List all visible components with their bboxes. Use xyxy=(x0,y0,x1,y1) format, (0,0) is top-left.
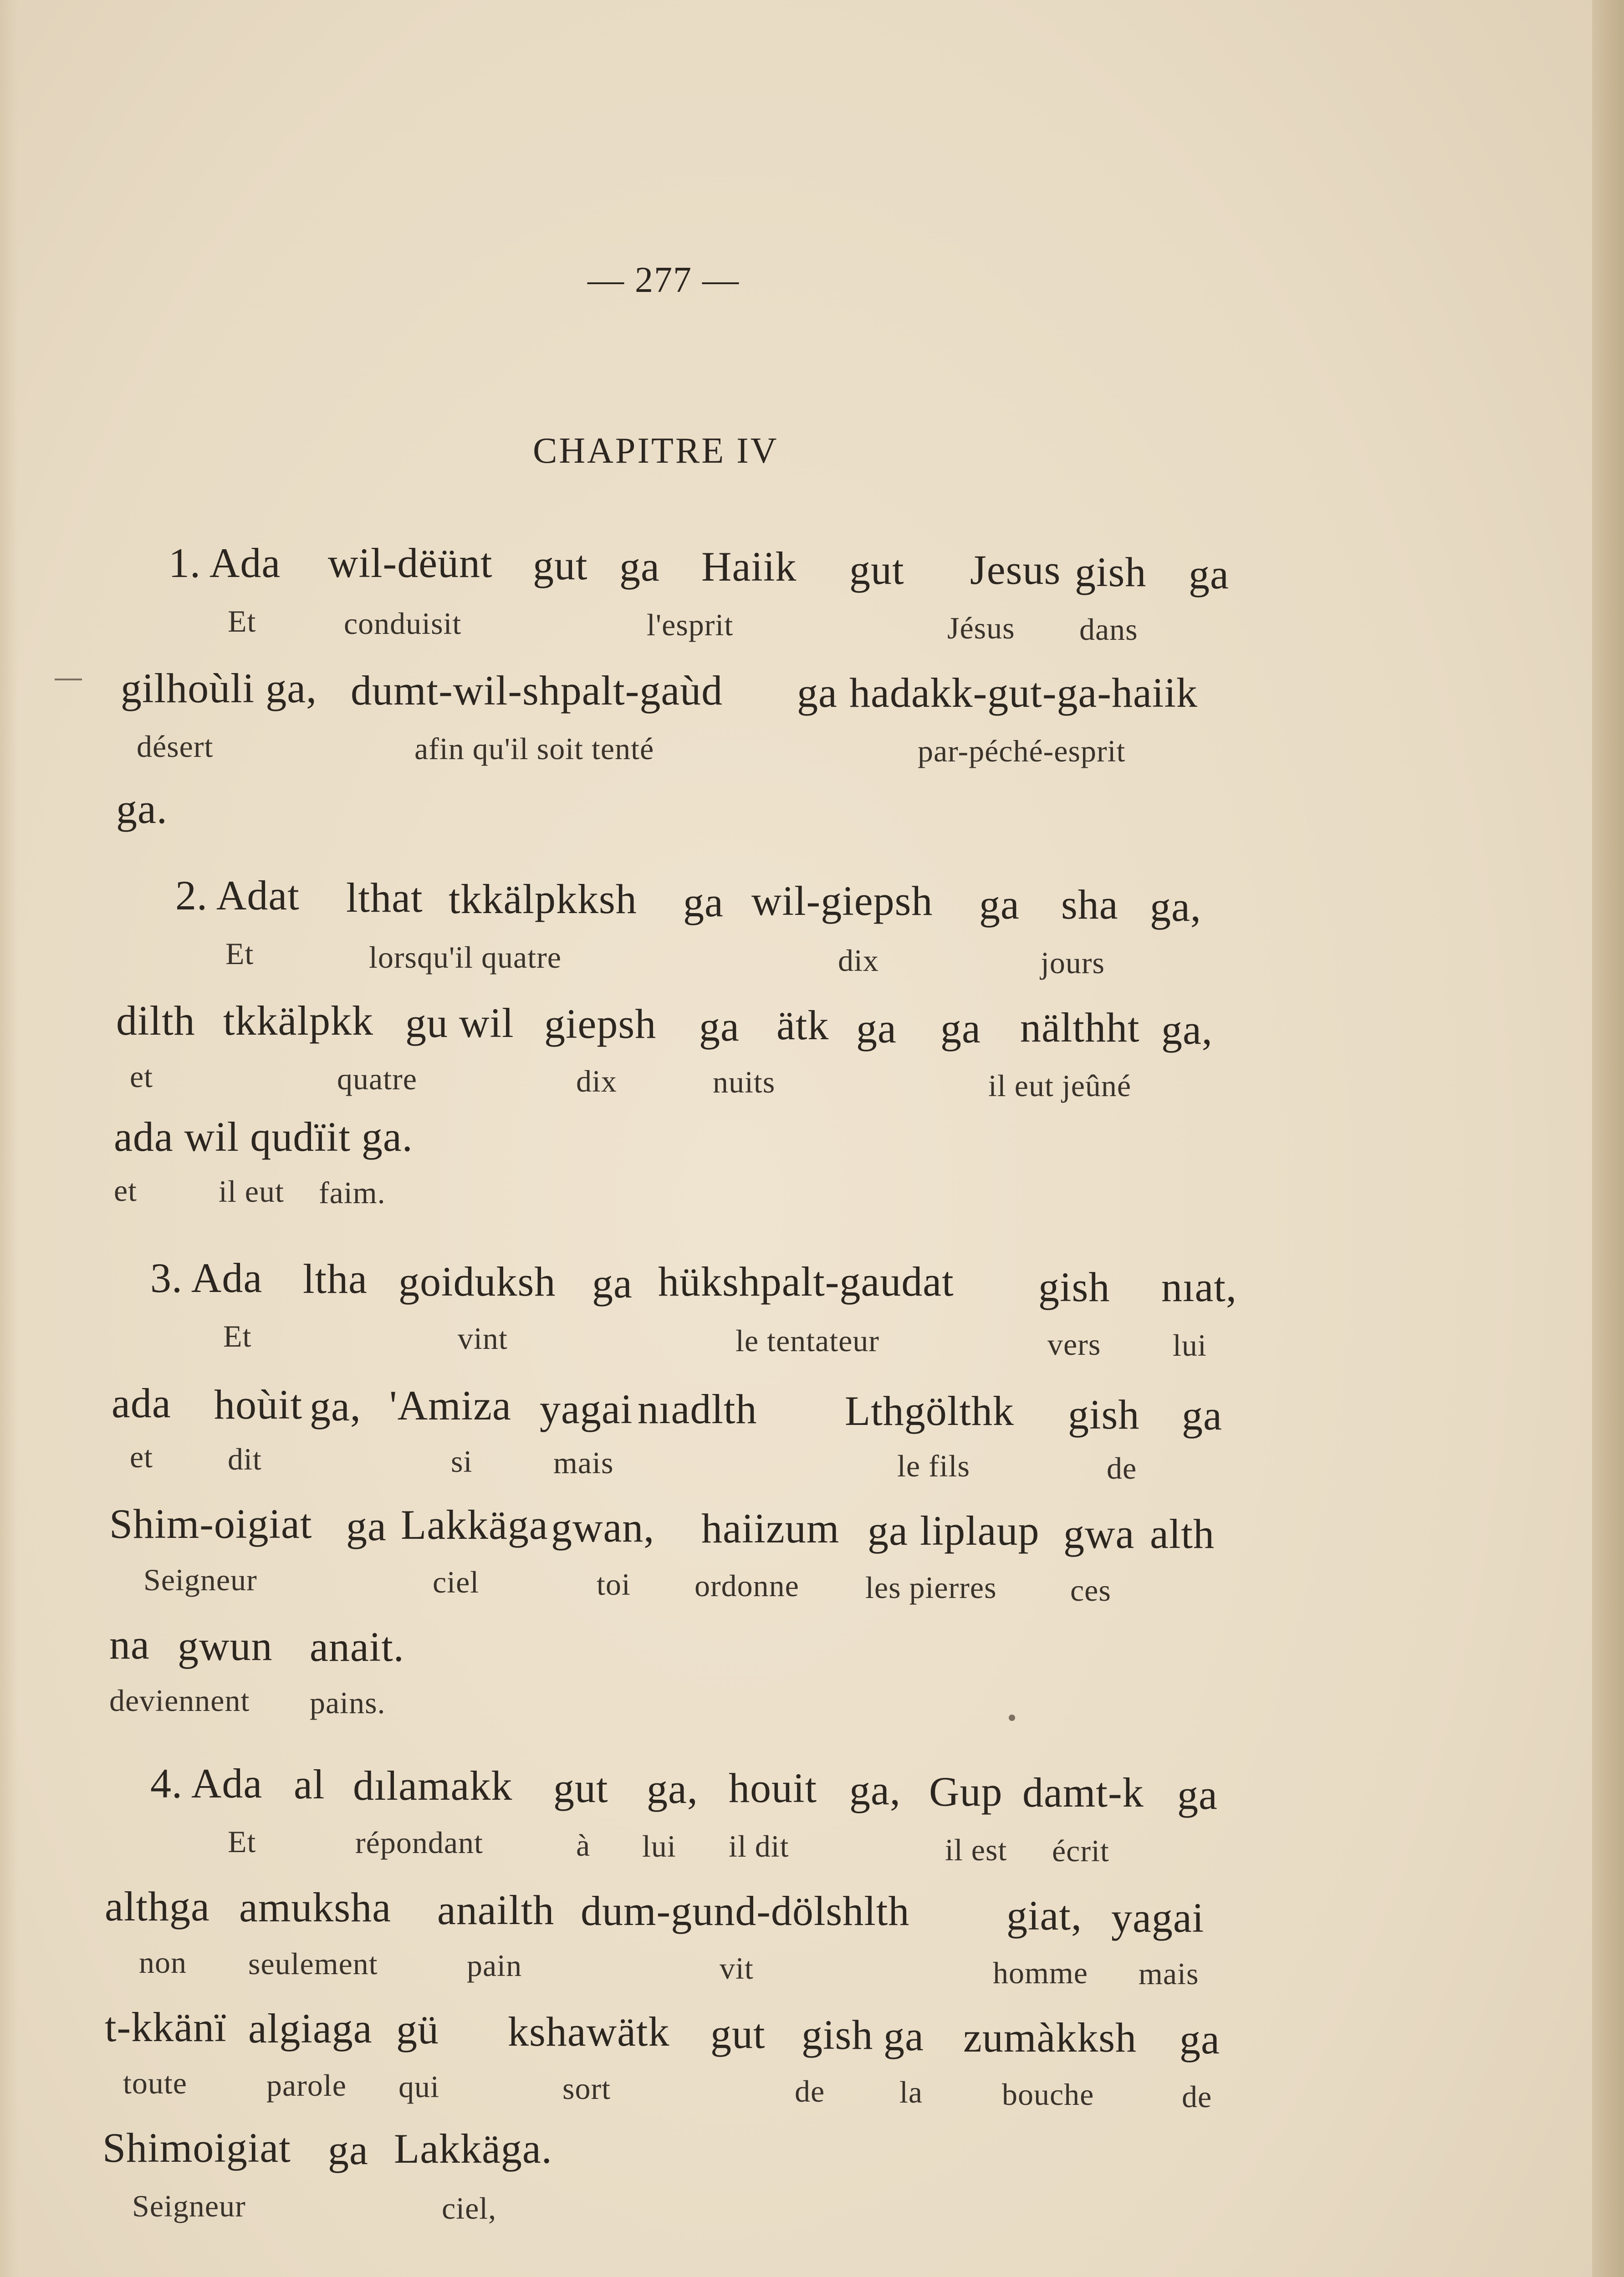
native-word: Haiik xyxy=(701,543,797,590)
french-gloss: et xyxy=(130,1059,153,1094)
french-gloss: il eut jeûné xyxy=(988,1068,1132,1103)
french-gloss: écrit xyxy=(1052,1833,1109,1868)
native-word: Lakkäga. xyxy=(394,2125,552,2172)
native-word: Shimoigiat xyxy=(102,2124,291,2171)
french-gloss: qui xyxy=(398,2069,439,2104)
french-gloss: ordonne xyxy=(695,1568,799,1603)
french-gloss: nuits xyxy=(713,1065,776,1099)
french-gloss: de xyxy=(1107,1451,1137,1486)
native-word: Lakkäga xyxy=(401,1501,548,1548)
native-word: wil-giepsh xyxy=(751,878,933,924)
french-gloss: homme xyxy=(993,1955,1088,1990)
french-gloss: la xyxy=(899,2075,923,2109)
native-word: hükshpalt-gaudat xyxy=(658,1258,954,1305)
french-gloss: vint xyxy=(458,1321,508,1356)
native-word: ga xyxy=(868,1507,908,1554)
native-word: anailth xyxy=(437,1887,555,1933)
french-gloss: quatre xyxy=(337,1062,417,1096)
native-word: houit xyxy=(729,1765,817,1811)
french-gloss: dans xyxy=(1079,612,1138,647)
french-gloss: répondant xyxy=(355,1825,483,1860)
native-word: t-kkänï xyxy=(105,2004,227,2050)
native-word: ga xyxy=(699,1003,740,1050)
native-word: ada xyxy=(112,1380,171,1426)
native-word: yagai xyxy=(1111,1894,1205,1941)
french-gloss: non xyxy=(139,1945,187,1980)
native-word: ga xyxy=(1182,1392,1222,1439)
french-gloss: jours xyxy=(1041,945,1105,980)
french-gloss: seulement xyxy=(248,1946,378,1981)
native-word: ga, xyxy=(310,1383,361,1430)
native-word: ga xyxy=(1180,2016,1220,2063)
native-word: ga xyxy=(619,543,660,590)
page-number: — 277 — xyxy=(587,260,740,300)
french-gloss: ciel, xyxy=(442,2191,497,2226)
french-gloss: lui xyxy=(642,1829,676,1863)
french-gloss: parole xyxy=(266,2068,347,2103)
french-gloss: afin qu'il soit tenté xyxy=(414,731,654,766)
margin-mark xyxy=(55,679,82,680)
french-gloss: deviennent xyxy=(109,1683,250,1718)
french-gloss: Et xyxy=(228,1824,256,1859)
french-gloss: il est xyxy=(945,1833,1007,1867)
native-word: ga xyxy=(856,1005,897,1052)
ink-spot xyxy=(1009,1715,1015,1721)
native-word: lthat xyxy=(346,874,423,921)
french-gloss: désert xyxy=(137,729,214,764)
native-word: yagai xyxy=(540,1386,633,1432)
native-word: gwa xyxy=(1063,1511,1135,1557)
native-word: dumt-wil-shpalt-gaùd xyxy=(351,667,723,714)
native-word: gut xyxy=(710,2011,766,2057)
french-gloss: faim. xyxy=(319,1175,386,1210)
native-word: gish xyxy=(1068,1391,1140,1438)
native-word: gu wil xyxy=(405,1000,514,1046)
french-gloss: de xyxy=(795,2074,825,2109)
native-word: ätk xyxy=(776,1002,829,1048)
native-word: Gup xyxy=(929,1768,1003,1815)
french-gloss: mais xyxy=(553,1445,614,1480)
native-word: kshawätk xyxy=(508,2008,670,2055)
french-gloss: sort xyxy=(562,2071,611,2106)
native-word: anait. xyxy=(310,1624,404,1670)
native-word: algiaga xyxy=(248,2005,373,2052)
french-gloss: toute xyxy=(123,2066,187,2100)
native-word: goiduksh xyxy=(398,1258,556,1305)
native-word: gut xyxy=(533,542,588,588)
native-word: 3. Ada xyxy=(150,1255,263,1301)
native-word: sha xyxy=(1061,881,1118,928)
native-word: 1. Ada xyxy=(169,540,281,586)
french-gloss: Seigneur xyxy=(143,1562,257,1597)
french-gloss: dix xyxy=(838,943,879,978)
french-gloss: bouche xyxy=(1002,2077,1094,2112)
native-word: ga, xyxy=(849,1767,901,1813)
native-word: ga xyxy=(346,1503,387,1549)
french-gloss: vit xyxy=(720,1951,754,1986)
native-word: nıat, xyxy=(1161,1264,1237,1310)
french-gloss: il eut xyxy=(219,1174,284,1209)
native-word: gilhoùli ga, xyxy=(121,665,317,711)
native-word: zumàkksh xyxy=(963,2014,1137,2061)
french-gloss: lui xyxy=(1173,1328,1207,1363)
native-word: gish xyxy=(1075,549,1147,595)
native-word: giepsh xyxy=(544,1001,657,1047)
page-right-edge xyxy=(1592,0,1624,2277)
native-word: dilth xyxy=(116,997,195,1044)
native-word: ga xyxy=(797,669,838,716)
native-word: ga xyxy=(1189,551,1229,597)
native-word: gish xyxy=(802,2012,873,2058)
native-word: ada wil qudïit ga. xyxy=(114,1113,413,1160)
native-word: ltha xyxy=(303,1256,368,1302)
native-word: nälthht xyxy=(1020,1004,1140,1051)
french-gloss: de xyxy=(1182,2079,1212,2114)
native-word: gut xyxy=(849,546,904,593)
native-word: ga xyxy=(883,2013,924,2059)
native-word: ga xyxy=(683,879,724,925)
native-word: ga xyxy=(592,1260,633,1307)
french-gloss: pain xyxy=(467,1948,522,1983)
french-gloss: vers xyxy=(1047,1327,1101,1362)
native-word: tkkälpkk xyxy=(223,997,373,1044)
french-gloss: Jésus xyxy=(947,611,1015,645)
french-gloss: Seigneur xyxy=(132,2189,246,2223)
chapter-heading: CHAPITRE IV xyxy=(533,431,779,471)
native-word: alth xyxy=(1150,1511,1215,1557)
french-gloss: l'esprit xyxy=(647,608,734,642)
native-word: gwun xyxy=(178,1623,273,1669)
native-word: Lthgölthk xyxy=(845,1388,1014,1434)
french-gloss: ces xyxy=(1070,1573,1111,1608)
native-word: 2. Adat xyxy=(175,872,300,919)
native-word: tkkälpkksh xyxy=(449,876,637,922)
native-word: gish xyxy=(1038,1264,1110,1310)
native-word: hadakk-gut-ga-haiik xyxy=(849,669,1198,716)
native-word: ga xyxy=(328,2127,368,2173)
native-word: hoùit xyxy=(214,1381,303,1428)
french-gloss: pains. xyxy=(310,1685,386,1720)
french-gloss: à xyxy=(576,1828,591,1863)
native-word: gü xyxy=(396,2006,439,2052)
native-word: haiizum xyxy=(701,1505,840,1552)
native-word: gut xyxy=(553,1765,608,1811)
french-gloss: toi xyxy=(597,1567,631,1602)
native-word: 'Amiza xyxy=(389,1382,511,1429)
french-gloss: les pierres xyxy=(865,1570,997,1605)
french-gloss: mais xyxy=(1139,1956,1199,1991)
native-word: ga, xyxy=(1150,883,1201,930)
french-gloss: et xyxy=(114,1173,138,1208)
french-gloss: lorsqu'il quatre xyxy=(369,940,562,975)
french-gloss: et xyxy=(130,1440,153,1474)
native-word: damt-k xyxy=(1022,1769,1144,1816)
page-left-edge xyxy=(0,0,18,2277)
native-word: althga xyxy=(105,1883,210,1930)
native-word: wil-dëünt xyxy=(328,540,493,586)
native-word: ga xyxy=(940,1005,981,1052)
native-word: ga. xyxy=(116,786,168,832)
native-word: Shim-oigiat xyxy=(109,1501,312,1547)
native-word: 4. Ada xyxy=(150,1760,263,1807)
native-word: na xyxy=(109,1621,150,1668)
french-gloss: le tentateur xyxy=(735,1323,879,1358)
native-word: Jesus xyxy=(970,546,1061,593)
native-word: dum-gund-dölshlth xyxy=(581,1888,910,1934)
french-gloss: si xyxy=(451,1444,473,1479)
french-gloss: Et xyxy=(225,936,254,971)
french-gloss: conduisit xyxy=(344,606,462,641)
french-gloss: par-péché-esprit xyxy=(918,734,1126,768)
native-word: ga, xyxy=(1161,1006,1213,1053)
native-word: giat, xyxy=(1006,1892,1082,1939)
native-word: ga xyxy=(979,881,1020,928)
native-word: dılamakk xyxy=(353,1762,513,1809)
native-word: al xyxy=(294,1761,325,1807)
native-word: amuksha xyxy=(239,1884,392,1930)
french-gloss: dit xyxy=(228,1442,262,1476)
french-gloss: ciel xyxy=(433,1565,480,1599)
native-word: gwan, xyxy=(551,1504,655,1551)
french-gloss: Et xyxy=(228,604,256,638)
native-word: ga xyxy=(1177,1772,1218,1818)
native-word: ga, xyxy=(647,1766,698,1812)
french-gloss: le fils xyxy=(897,1449,970,1483)
french-gloss: dix xyxy=(576,1064,617,1098)
french-gloss: Et xyxy=(223,1319,252,1353)
native-word: liplaup xyxy=(920,1507,1040,1554)
native-word: nıadlth xyxy=(638,1386,757,1432)
french-gloss: il dit xyxy=(729,1829,789,1863)
